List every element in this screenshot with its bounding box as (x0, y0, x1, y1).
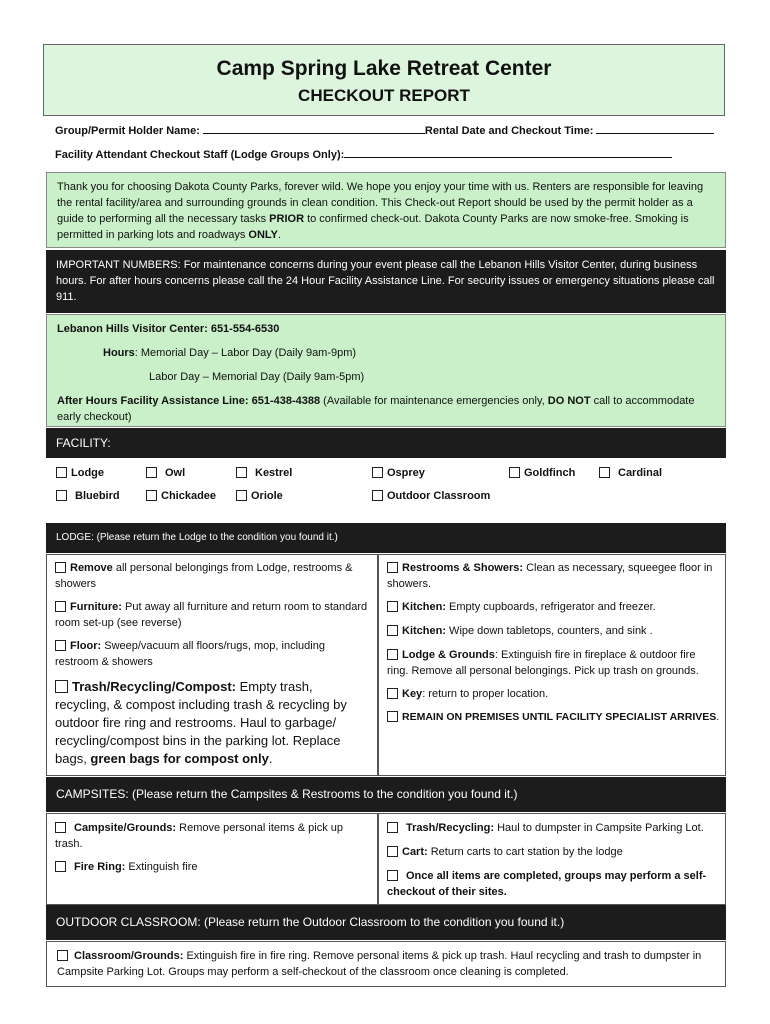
hours-line-2: Labor Day – Memorial Day (Daily 9am-5pm) (149, 371, 365, 383)
lodge-restrooms-item (387, 560, 717, 592)
lodge-left-column (46, 554, 378, 776)
item-label: Remove (70, 562, 113, 574)
checkbox[interactable] (387, 625, 398, 636)
checkbox[interactable] (509, 467, 520, 478)
facility-heading: FACILITY: (46, 428, 726, 458)
checkbox[interactable] (387, 870, 398, 881)
campsite-cart-item (387, 844, 717, 860)
facility-cardinal[interactable] (599, 467, 662, 479)
hours-1: : Memorial Day – Labor Day (Daily 9am-9pm) (134, 347, 357, 359)
item-label: Restrooms & Showers: (402, 562, 524, 574)
checkbox[interactable] (387, 846, 398, 857)
checkbox[interactable] (387, 711, 398, 722)
item-text: Remove personal items & pick up trash. (55, 822, 343, 850)
group-label: Group/Permit Holder Name: (55, 125, 200, 137)
hours-label: Hours (103, 347, 135, 359)
lodge-grounds-item (387, 647, 717, 679)
facility-label: Chickadee (161, 490, 217, 502)
after-hours-line (57, 393, 715, 425)
checkbox[interactable] (372, 467, 383, 478)
staff-field-row (55, 146, 725, 161)
checkbox[interactable] (55, 861, 66, 872)
item-text: : Extinguish fire in fireplace & outdoor fire ring. Remove all personal belongings. Pick up trash on grounds. (387, 649, 699, 677)
intro-text: Thank you for choosing Dakota County Parks, forever wild. We hope you enjoy your time with us. Renters are responsible for leaving the rental facility/area and surrounding grounds in clean condition. This Check-out Report should be used by the permit holder as a guide to performing all the necessary tasks (57, 181, 704, 225)
facility-label: Goldfinch (524, 467, 576, 479)
facility-chickadee[interactable] (146, 490, 216, 502)
facility-bluebird[interactable] (56, 490, 120, 502)
intro-prior: PRIOR (269, 213, 305, 225)
visitor-center: Lebanon Hills Visitor Center: 651-554-6530 (57, 323, 280, 335)
checkbox[interactable] (56, 467, 67, 478)
item-text: Put away all furniture and return room to standard room set-up (see reverse) (55, 601, 368, 629)
checkbox[interactable] (146, 490, 157, 501)
lodge-trash-item (55, 678, 369, 768)
facility-lodge[interactable] (56, 467, 104, 479)
item-label: Once all items are completed, groups may perform a self-checkout of their sites. (387, 870, 707, 898)
campsites-left-column (46, 813, 378, 905)
lodge-remain-item (387, 709, 720, 725)
checkbox[interactable] (55, 562, 66, 573)
item-text: Extinguish fire in fire ring. Remove personal items & pick up trash. Haul recycling and trash to dumpster in Campsite Parking Lot. Groups may perform a self-checkout of the classroom once cleaning is completed. (57, 950, 702, 978)
lodge-right-column (378, 554, 726, 776)
item-label: Kitchen: (402, 625, 446, 637)
facility-label: Lodge (71, 467, 104, 479)
item-label: REMAIN ON PREMISES UNTIL FACILITY SPECIALIST ARRIVES (402, 711, 717, 723)
after-hours-text-2: call to accommodate early checkout) (57, 395, 695, 423)
page-subtitle: CHECKOUT REPORT (298, 86, 470, 105)
checkbox[interactable] (599, 467, 610, 478)
after-hours-label: After Hours Facility Assistance Line: 651-438-4388 (57, 395, 321, 407)
lodge-kitchen-empty-item (387, 599, 717, 615)
facility-kestrel[interactable] (236, 467, 292, 479)
facility-label: Osprey (387, 467, 425, 479)
campsite-firering-item (55, 859, 369, 875)
facility-label: Oriole (251, 490, 283, 502)
campsites-right-column (378, 813, 726, 905)
checkbox[interactable] (55, 822, 66, 833)
item-label: Campsite/Grounds: (74, 822, 177, 834)
checkbox[interactable] (146, 467, 157, 478)
checkbox[interactable] (387, 649, 398, 660)
title-box (43, 44, 725, 116)
item-text: Clean as necessary, squeegee floor in showers. (387, 562, 713, 590)
facility-goldfinch[interactable] (509, 467, 575, 479)
facility-label: Kestrel (255, 467, 293, 479)
lodge-heading: LODGE: (Please return the Lodge to the condition you found it.) (46, 523, 726, 553)
checkbox[interactable] (236, 467, 247, 478)
lodge-remove-item (55, 560, 369, 592)
intro-only: ONLY (248, 229, 278, 241)
intro-box (46, 172, 726, 248)
item-text: Return carts to cart station by the lodge (427, 846, 623, 858)
checkbox[interactable] (236, 490, 247, 501)
lodge-furniture-item (55, 599, 369, 631)
item-text: Haul to dumpster in Campsite Parking Lot. (494, 822, 704, 834)
facility-owl[interactable] (146, 467, 185, 479)
checkbox[interactable] (55, 601, 66, 612)
group-field-row (55, 122, 725, 137)
contacts-box (46, 314, 726, 427)
item-label: Trash/Recycling: (406, 822, 495, 834)
item-text: Wipe down tabletops, counters, and sink . (446, 625, 653, 637)
page-title: Camp Spring Lake Retreat Center (216, 57, 552, 80)
item-end: . (716, 711, 720, 723)
lodge-kitchen-wipe-item (387, 623, 717, 639)
campsite-once-item (387, 868, 717, 900)
outdoor-box (46, 941, 726, 987)
item-text: all personal belongings from Lodge, restrooms & showers (55, 562, 353, 590)
facility-osprey[interactable] (372, 467, 425, 479)
item-text: Empty cupboards, refrigerator and freezer. (446, 601, 656, 613)
outdoor-heading: OUTDOOR CLASSROOM: (Please return the Outdoor Classroom to the condition you found it.) (46, 905, 726, 940)
checkbox[interactable] (387, 822, 398, 833)
green-bags-text: green bags for compost only (90, 751, 269, 766)
item-text: : return to proper location. (422, 688, 549, 700)
important-numbers: IMPORTANT NUMBERS: For maintenance concerns during your event please call the Lebanon Hills Visitor Center, during business hours. For after hours concerns please call the 24 Hour Facility Assistance Line. For security issues or emergency situations please call 911. (46, 250, 726, 313)
checkbox[interactable] (387, 601, 398, 612)
item-label: Fire Ring: (74, 861, 126, 873)
checkbox[interactable] (372, 490, 383, 501)
hours-line-1 (103, 345, 715, 361)
item-label: Cart: (402, 846, 428, 858)
item-end: . (268, 751, 273, 766)
campsite-trash-item (387, 820, 717, 836)
checkbox[interactable] (57, 950, 68, 961)
item-label: Lodge & Grounds (402, 649, 495, 661)
item-label: Classroom/Grounds: (74, 950, 184, 962)
checkbox[interactable] (387, 688, 398, 699)
item-label: Trash/Recycling/Compost: (72, 679, 236, 694)
checkbox[interactable] (55, 680, 68, 693)
staff-label: Facility Attendant Checkout Staff (Lodge Groups Only): (55, 149, 345, 161)
facility-oriole[interactable] (236, 490, 283, 502)
lodge-key-item (387, 686, 717, 702)
staff-name-field[interactable] (344, 146, 672, 158)
facility-label: Cardinal (618, 467, 663, 479)
campsites-heading: CAMPSITES: (Please return the Campsites & Restrooms to the condition you found it.) (46, 777, 726, 812)
lodge-floor-item (55, 638, 369, 670)
facility-label: Owl (165, 467, 186, 479)
facility-label: Bluebird (75, 490, 120, 502)
item-text: Sweep/vacuum all floors/rugs, mop, including restroom & showers (55, 640, 325, 668)
facility-options (46, 459, 726, 523)
item-label: Floor: (70, 640, 102, 652)
do-not: DO NOT (547, 395, 591, 407)
after-hours-text: (Available for maintenance emergencies only, (320, 395, 548, 407)
checkbox[interactable] (387, 562, 398, 573)
item-text: Empty trash, recycling, & compost including trash & recycling by outdoor fire ring and restrooms. Haul to garbage/ recycling/compost bins in the parking lot. Replace bags, (55, 679, 347, 766)
rental-date-field[interactable] (596, 122, 714, 134)
group-name-field[interactable] (203, 122, 425, 134)
item-label: Key (402, 688, 423, 700)
intro-end: . (277, 229, 281, 241)
facility-outdoor-classroom[interactable] (372, 490, 490, 502)
item-label: Kitchen: (402, 601, 446, 613)
rental-label: Rental Date and Checkout Time: (424, 125, 594, 137)
checkbox[interactable] (56, 490, 67, 501)
checkbox[interactable] (55, 640, 66, 651)
item-text: Extinguish fire (125, 861, 198, 873)
intro-text-2: to confirmed check-out. Dakota County Parks are now smoke-free. Smoking is permitted in parking lots and roadways (57, 213, 689, 241)
facility-label: Outdoor Classroom (387, 490, 491, 502)
item-label: Furniture: (70, 601, 122, 613)
campsite-grounds-item (55, 820, 369, 852)
